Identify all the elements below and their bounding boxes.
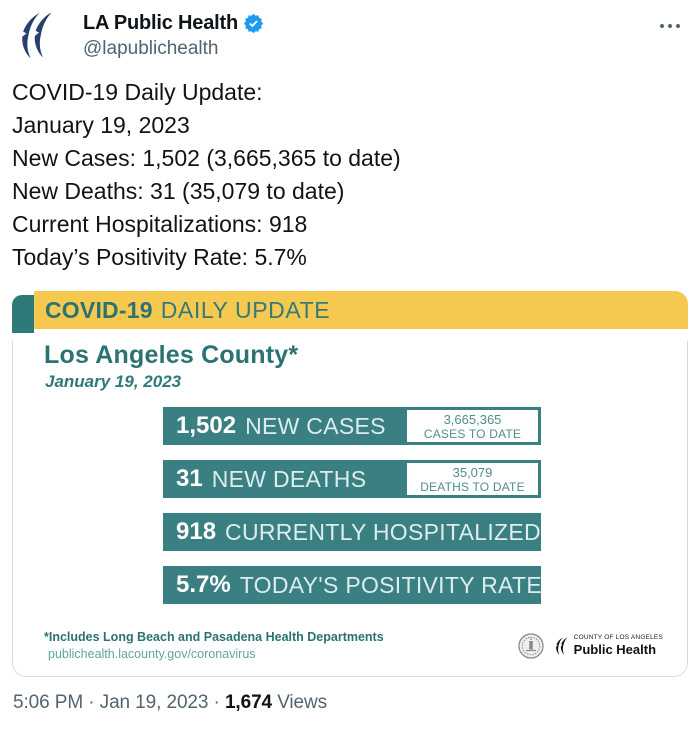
stat-box-label: CASES TO DATE: [423, 426, 522, 441]
stat-label: NEW DEATHS: [211, 465, 367, 492]
meta-separator: ·: [88, 692, 95, 713]
stat-value: 31: [176, 465, 203, 492]
infographic-body: [12, 341, 688, 677]
county-seal-icon: [518, 633, 544, 659]
stat-value: 1,502: [176, 412, 237, 439]
infographic-url: publichealth.lacounty.gov/coronavirus: [48, 647, 256, 661]
stat-bar-positivity-rate: [163, 566, 541, 604]
timestamp-time: 5:06 PM: [13, 692, 84, 713]
infographic-footer: [44, 630, 663, 661]
stat-value: 5.7%: [176, 571, 231, 598]
logo-dept-line: Public Health: [573, 641, 657, 657]
views-label: Views: [277, 692, 328, 713]
banner-tab-shape: [12, 295, 34, 333]
tweet-header: [0, 0, 700, 60]
stat-bar-new-deaths: [163, 460, 541, 498]
stat-label: TODAY'S POSITIVITY RATE: [239, 571, 542, 598]
stat-box-label: DEATHS TO DATE: [420, 479, 525, 494]
verified-badge-icon: [243, 13, 264, 34]
tweet-line: January 19, 2023: [12, 112, 190, 138]
logo-county-line: COUNTY OF LOS ANGELES: [573, 634, 663, 642]
infographic-banner: [12, 291, 688, 329]
display-name-row[interactable]: [83, 12, 264, 35]
tweet-line: New Deaths: 31 (35,079 to date): [12, 178, 345, 204]
stat-value: 918: [176, 518, 217, 545]
tweet-line: Today’s Positivity Rate: 5.7%: [12, 244, 307, 270]
tweet-text: [12, 76, 686, 274]
public-health-logo-icon: [553, 634, 572, 658]
public-health-logo-text: [574, 635, 663, 656]
banner-title-bold: COVID-19: [45, 296, 153, 323]
more-menu-icon[interactable]: [660, 10, 684, 28]
stat-box-value: 3,665,365: [443, 411, 502, 427]
tweet-line: New Cases: 1,502 (3,665,365 to date): [12, 145, 401, 171]
stat-label: NEW CASES: [245, 412, 386, 439]
avatar[interactable]: [14, 10, 64, 60]
infographic-date: January 19, 2023: [45, 372, 182, 391]
meta-separator: ·: [213, 692, 220, 713]
stat-label: CURRENTLY HOSPITALIZED: [225, 518, 541, 545]
stat-box-value: 35,079: [452, 464, 493, 480]
banner-title: [34, 291, 688, 329]
la-public-health-logo-icon: [14, 10, 64, 60]
name-block: [83, 10, 264, 60]
stat-bar-hospitalized: [163, 513, 541, 551]
county-title: Los Angeles County*: [44, 341, 299, 369]
tweet-meta-row: [13, 692, 700, 714]
footnote: *Includes Long Beach and Pasadena Health Departments: [44, 630, 384, 644]
handle[interactable]: @lapublichealth: [83, 38, 219, 59]
timestamp-date: Jan 19, 2023: [99, 692, 209, 713]
footnote-block: [44, 630, 384, 661]
stat-to-date-box: [407, 463, 538, 495]
public-health-logo: [553, 634, 663, 658]
tweet-line: Current Hospitalizations: 918: [12, 211, 308, 237]
tweet-line: COVID-19 Daily Update:: [12, 79, 263, 105]
embedded-image-card[interactable]: [12, 291, 688, 677]
logo-group: [518, 633, 663, 659]
display-name[interactable]: LA Public Health: [83, 12, 238, 34]
stats-list: [163, 407, 541, 604]
banner-title-rest: DAILY UPDATE: [160, 296, 331, 323]
stat-bar-new-cases: [163, 407, 541, 445]
views-count: 1,674: [224, 692, 272, 713]
stat-to-date-box: [407, 410, 538, 442]
